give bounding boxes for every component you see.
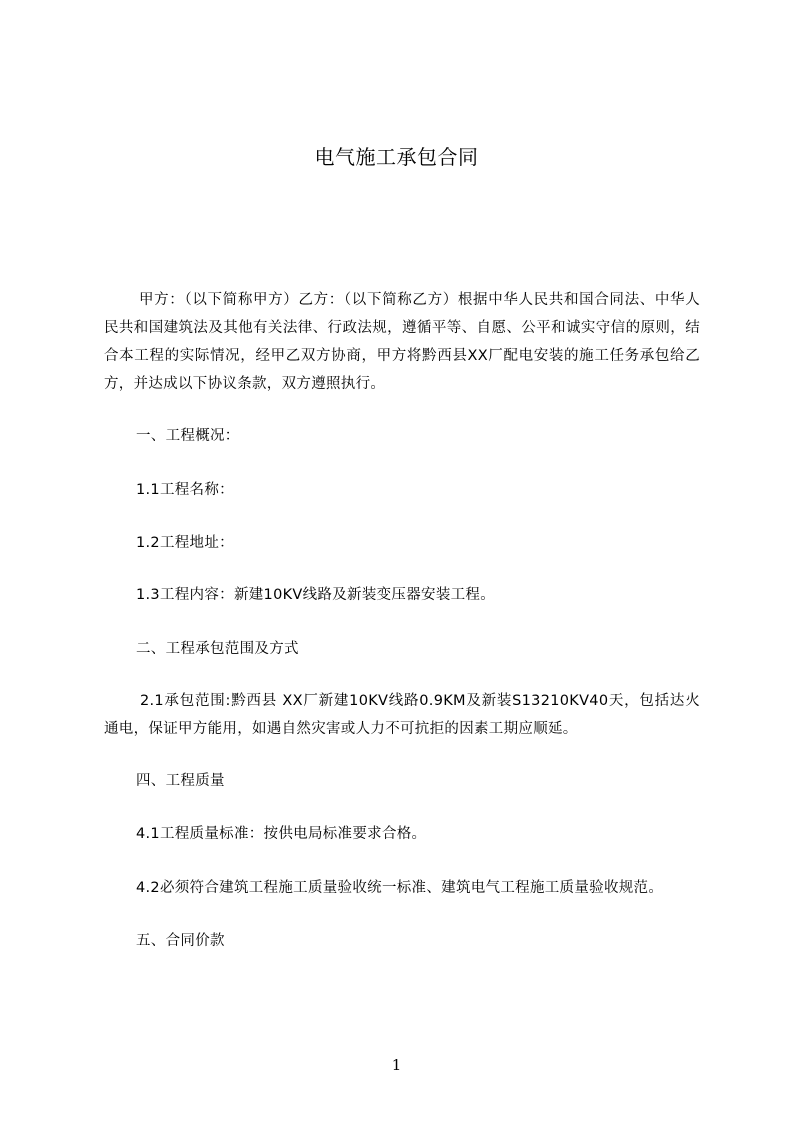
section-heading-quality: 四、工程质量 (136, 773, 225, 789)
clause-1-3-project-content: 1.3工程内容：新建10KV线路及新装变压器安装工程。 (136, 587, 496, 603)
clause-4-2-quality-compliance: 4.2必须符合建筑工程施工质量验收统一标准、建筑电气工程施工质量验收规范。 (136, 880, 664, 896)
intro-paragraph: 甲方：（以下简称甲方）乙方：（以下简称乙方）根据中华人民共和国合同法、中华人民共和国建筑法及其他有关法律、行政法规，遵循平等、自愿、公平和诚实守信的原则，结合本工程的实际情况，经甲乙双方协商，甲方将黔西县XX厂配电安装的施工任务承包给乙方，并达成以下协议条款，双方遵照执行。 (104, 292, 700, 392)
clause-1-2-project-address: 1.2工程地址： (136, 535, 234, 551)
section-heading-price: 五、合同价款 (136, 933, 225, 949)
document-title: 电气施工承包合同 (314, 145, 479, 169)
section-heading-scope: 二、工程承包范围及方式 (136, 641, 299, 657)
page-number: 1 (391, 1056, 402, 1074)
clause-1-1-project-name: 1.1工程名称： (136, 482, 234, 498)
section-heading-overview: 一、工程概况： (136, 428, 240, 444)
clause-2-1-scope: 2.1承包范围:黔西县 XX厂新建10KV线路0.9KM及新装S13210KV40天，包括达火通电，保证甲方能用，如遇自然灾害或人力不可抗拒的因素工期应顺延。 (104, 693, 700, 737)
clause-4-1-quality-standard: 4.1工程质量标准：按供电局标准要求合格。 (136, 826, 427, 842)
